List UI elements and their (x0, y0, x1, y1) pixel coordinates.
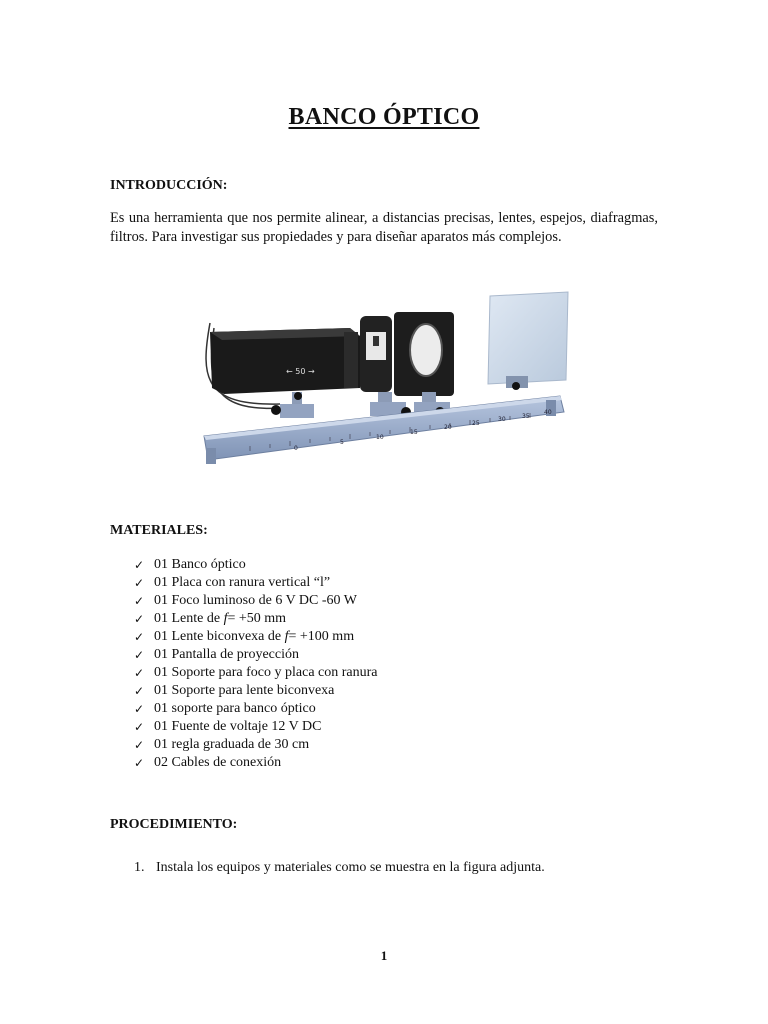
step-number: 1. (134, 860, 145, 875)
scale-label: 35 (522, 413, 530, 420)
list-item (134, 718, 378, 736)
checkmark-icon: ✓ (134, 612, 145, 626)
list-item (134, 556, 378, 574)
optical-bench-photo (200, 288, 572, 470)
scale-label: 40 (544, 409, 552, 416)
material-text: 01 Soporte para foco y placa con ranura (154, 665, 378, 680)
checkmark-icon: ✓ (134, 684, 145, 698)
page-number: 1 (380, 948, 388, 963)
list-item (134, 628, 378, 646)
materials-heading: MATERIALES: (110, 523, 208, 538)
introduction-paragraph: Es una herramienta que nos permite alinear, a distancias precisas, lentes, espejos, diafragmas, filtros. Para investigar sus propiedades y para diseñar aparatos más complejos. (110, 210, 658, 245)
arrow-label: ← 50 → (286, 367, 315, 376)
list-item (134, 646, 378, 664)
list-item (134, 592, 378, 610)
scale-label: 15 (410, 429, 418, 436)
scale-label: 20 (444, 424, 452, 431)
materials-list (134, 556, 378, 772)
procedure-step (134, 860, 545, 876)
checkmark-icon: ✓ (134, 648, 145, 662)
step-text: Instala los equipos y materiales como se muestra en la figura adjunta. (156, 860, 545, 875)
material-text: 01 Fuente de voltaje 12 V DC (154, 719, 322, 734)
checkmark-icon: ✓ (134, 720, 145, 734)
checkmark-icon: ✓ (134, 630, 145, 644)
checkmark-icon: ✓ (134, 702, 145, 716)
material-text: 01 Lente de f= +50 mm (154, 611, 287, 626)
list-item (134, 610, 378, 628)
material-text: 01 Foco luminoso de 6 V DC -60 W (154, 593, 358, 608)
material-text: 01 regla graduada de 30 cm (154, 737, 310, 752)
list-item (134, 736, 378, 754)
checkmark-icon: ✓ (134, 738, 145, 752)
material-text: 01 Lente biconvexa de f= +100 mm (154, 629, 355, 644)
material-text: 02 Cables de conexión (154, 755, 282, 770)
checkmark-icon: ✓ (134, 576, 145, 590)
scale-label: 30 (498, 416, 506, 423)
material-text: 01 Placa con ranura vertical “l” (154, 575, 331, 590)
material-text: 01 Pantalla de proyección (154, 647, 300, 662)
scale-label: 25 (472, 420, 480, 427)
checkmark-icon: ✓ (134, 558, 145, 572)
list-item (134, 754, 378, 772)
introduction-heading: INTRODUCCIÓN: (110, 178, 228, 193)
list-item (134, 682, 378, 700)
procedure-heading: PROCEDIMIENTO: (110, 817, 238, 832)
checkmark-icon: ✓ (134, 594, 145, 608)
page-title: BANCO ÓPTICO (288, 104, 480, 130)
material-text: 01 soporte para banco óptico (154, 701, 316, 716)
list-item (134, 664, 378, 682)
material-text: 01 Soporte para lente biconvexa (154, 683, 335, 698)
scale-label: 5 (340, 439, 344, 446)
checkmark-icon: ✓ (134, 756, 145, 770)
list-item (134, 700, 378, 718)
checkmark-icon: ✓ (134, 666, 145, 680)
scale-label: 0 (294, 445, 298, 452)
scale-label: 10 (376, 434, 384, 441)
material-text: 01 Banco óptico (154, 557, 246, 572)
list-item (134, 574, 378, 592)
